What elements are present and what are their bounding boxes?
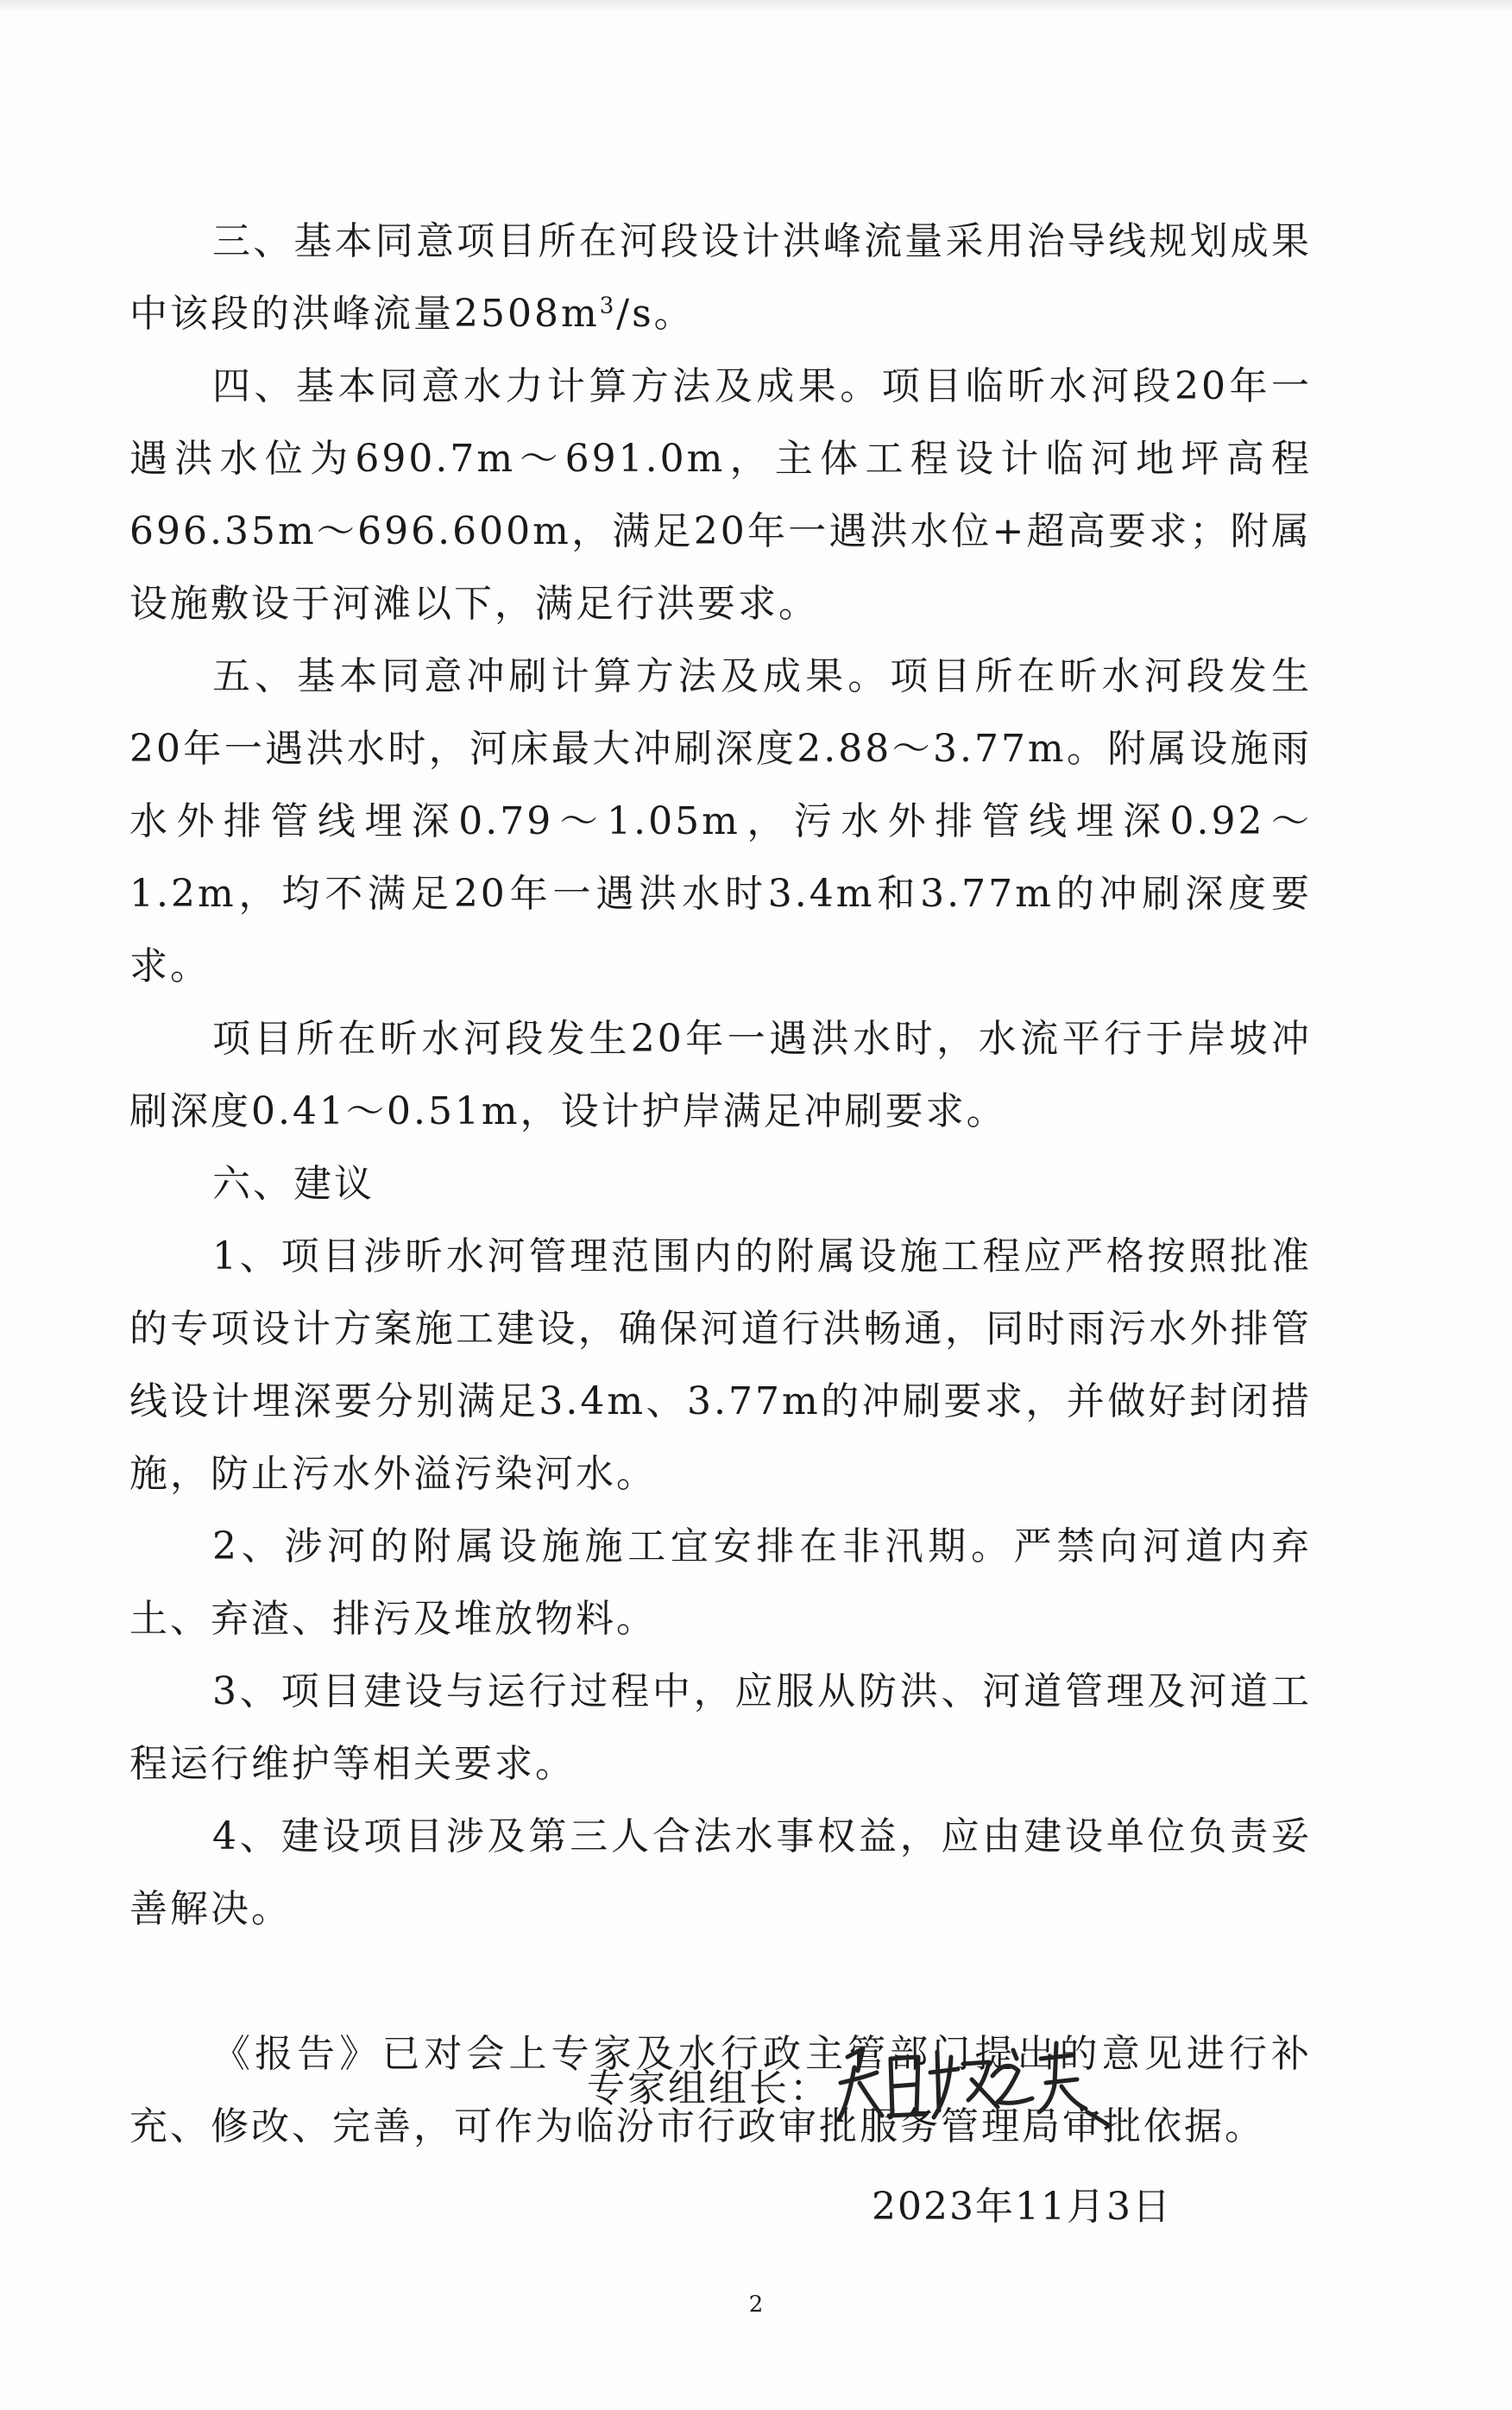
paragraph-flood-peak-unit: /s。 bbox=[616, 292, 695, 336]
suggestion-item-1: 1、项目涉昕水河管理范围内的附属设施工程应严格按照批准的专项设计方案施工建设，确保河道行洪畅通，同时雨污水外排管线设计埋深要分别满足3.4m、3.77m的冲刷要求，并做好封闭措施，防止污水外溢污染河水。 bbox=[129, 1234, 1312, 1496]
suggestion-item-3: 3、项目建设与运行过程中，应服从防洪、河道管理及河道工程运行维护等相关要求。 bbox=[129, 1669, 1312, 1786]
page-number: 2 bbox=[748, 2292, 764, 2318]
paragraph-conclusion: 《报告》已对会上专家及水行政主管部门提出的意见进行补充、修改、完善，可作为临汾市行政审批服务管理局审批依据。 bbox=[129, 2032, 1312, 2148]
paragraph-flood-peak bbox=[129, 205, 1312, 350]
paragraph-bank-scour: 项目所在昕水河段发生20年一遇洪水时，水流平行于岸坡冲刷深度0.41～0.51m，设计护岸满足冲刷要求。 bbox=[129, 1017, 1312, 1133]
paragraph-hydraulic-calc: 四、基本同意水力计算方法及成果。项目临昕水河段20年一遇洪水位为690.7m～691.0m，主体工程设计临河地坪高程696.35m～696.600m，满足20年一遇洪水位+超高要求；附属设施敷设于河滩以下，满足行洪要求。 bbox=[129, 364, 1312, 626]
suggestion-item-4: 4、建设项目涉及第三人合法水事权益，应由建设单位负责妥善解决。 bbox=[129, 1814, 1312, 1931]
signature-label: 专家组组长： bbox=[587, 2066, 830, 2110]
document-body bbox=[129, 205, 1312, 2163]
paragraph-flood-peak-text: 三、基本同意项目所在河段设计洪峰流量采用治导线规划成果中该段的洪峰流量2508m bbox=[129, 219, 1312, 336]
handwritten-signature bbox=[828, 2033, 1122, 2136]
superscript-cubic: 3 bbox=[599, 293, 617, 319]
section-heading-suggestions: 六、建议 bbox=[212, 1162, 375, 1206]
paragraph-scour-calc: 五、基本同意冲刷计算方法及成果。项目所在昕水河段发生20年一遇洪水时，河床最大冲刷深度2.88～3.77m。附属设施雨水外排管线埋深0.79～1.05m，污水外排管线埋深0.92～1.2m，均不满足20年一遇洪水时3.4m和3.77m的冲刷深度要求。 bbox=[129, 654, 1312, 988]
signature-block bbox=[587, 2033, 1243, 2136]
document-date: 2023年11月3日 bbox=[872, 2185, 1172, 2229]
suggestion-item-2: 2、涉河的附属设施施工宜安排在非汛期。严禁向河道内弃土、弃渣、排污及堆放物料。 bbox=[129, 1524, 1312, 1641]
scan-top-edge bbox=[0, 0, 1512, 12]
